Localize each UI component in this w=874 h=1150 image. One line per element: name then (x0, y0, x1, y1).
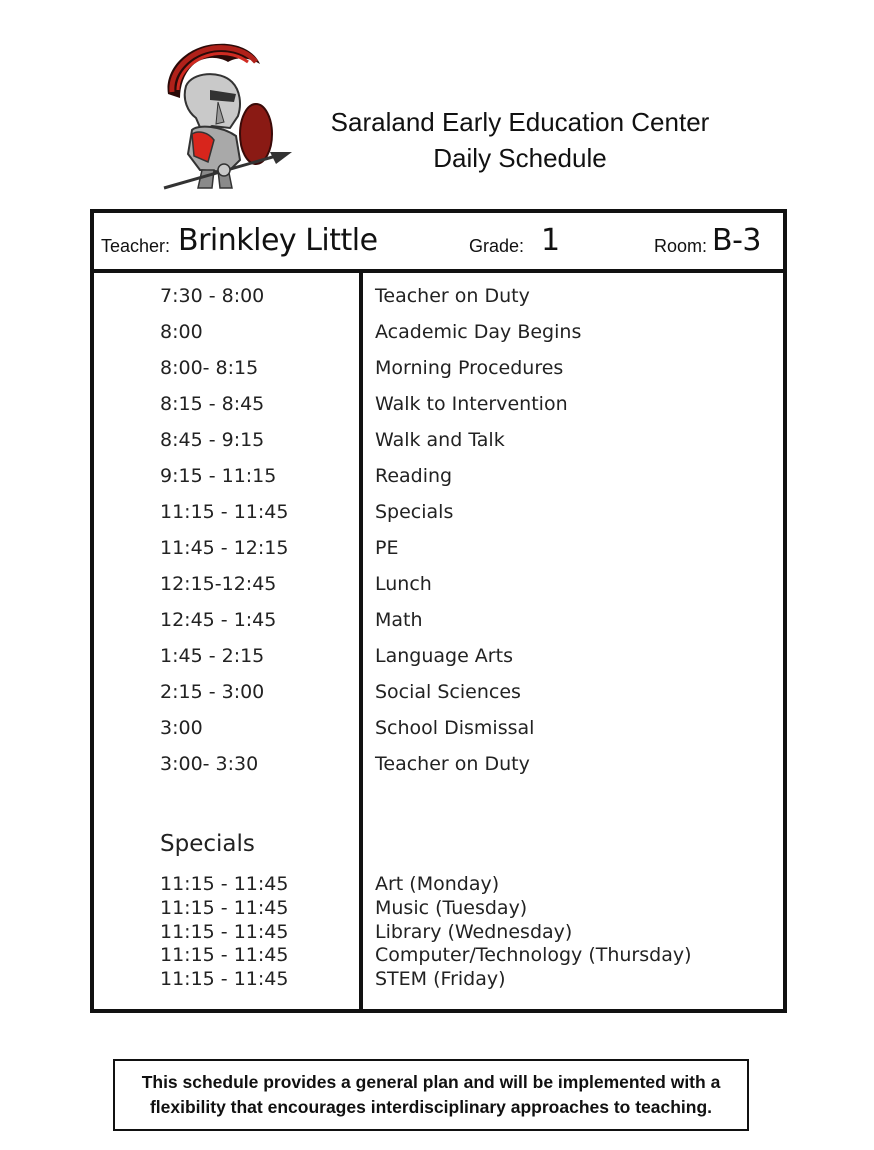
specials-row (94, 897, 783, 921)
teacher-label: Teacher: (101, 236, 171, 256)
row-time: 11:15 - 11:45 (160, 501, 289, 523)
row-activity: Language Arts (375, 645, 513, 667)
footer-note: This schedule provides a general plan and will be implemented with a flexibility that encourages interdisciplinary approaches to teaching. (141, 1072, 721, 1117)
row-time: 8:15 - 8:45 (160, 393, 265, 415)
schedule-row (94, 569, 783, 605)
row-activity: Lunch (375, 573, 432, 595)
specials-time: 11:15 - 11:45 (160, 921, 289, 943)
helmet (185, 74, 240, 132)
specials-activity: Music (Tuesday) (375, 897, 528, 919)
row-time: 8:00 (160, 321, 203, 343)
teacher-name: Brinkley Little (178, 223, 378, 258)
room-value: B-3 (712, 223, 761, 258)
schedule-header-row (94, 213, 783, 273)
schedule-row (94, 353, 783, 389)
row-activity: Walk and Talk (375, 429, 505, 451)
schedule-row (94, 641, 783, 677)
specials-heading: Specials (160, 831, 255, 857)
schedule-row (94, 533, 783, 569)
schedule-row (94, 317, 783, 353)
shield (240, 104, 272, 164)
row-time: 3:00- 3:30 (160, 753, 259, 775)
spartan-mascot-logo (158, 42, 298, 194)
row-time: 7:30 - 8:00 (160, 285, 265, 307)
row-time: 3:00 (160, 717, 203, 739)
row-activity: Walk to Intervention (375, 393, 568, 415)
schedule-table (90, 209, 787, 1013)
schedule-row (94, 461, 783, 497)
schedule-row (94, 497, 783, 533)
grade-label: Grade: (469, 236, 525, 256)
row-time: 8:45 - 9:15 (160, 429, 265, 451)
row-time: 8:00- 8:15 (160, 357, 259, 379)
specials-row (94, 873, 783, 897)
schedule-row (94, 605, 783, 641)
specials-time: 11:15 - 11:45 (160, 873, 289, 895)
schedule-row (94, 749, 783, 785)
grade-value: 1 (541, 223, 560, 258)
row-time: 1:45 - 2:15 (160, 645, 265, 667)
schedule-row (94, 677, 783, 713)
schedule-row (94, 425, 783, 461)
schedule-row (94, 281, 783, 317)
room-label: Room: (654, 236, 708, 256)
row-activity: Math (375, 609, 423, 631)
footer-note-box (113, 1059, 749, 1131)
row-activity: Reading (375, 465, 453, 487)
row-time: 9:15 - 11:15 (160, 465, 277, 487)
schedule-row (94, 389, 783, 425)
specials-activity: Art (Monday) (375, 873, 500, 895)
school-name: Saraland Early Education Center (330, 107, 710, 137)
specials-row (94, 921, 783, 945)
specials-activity: Library (Wednesday) (375, 921, 573, 943)
row-activity: Morning Procedures (375, 357, 564, 379)
specials-time: 11:15 - 11:45 (160, 944, 289, 966)
schedule-subtitle: Daily Schedule (433, 143, 607, 173)
row-time: 2:15 - 3:00 (160, 681, 265, 703)
schedule-row (94, 713, 783, 749)
specials-time: 11:15 - 11:45 (160, 968, 289, 990)
row-activity: Social Sciences (375, 681, 521, 703)
document-title (300, 104, 740, 176)
row-time: 12:15-12:45 (160, 573, 277, 595)
row-activity: Specials (375, 501, 454, 523)
row-time: 12:45 - 1:45 (160, 609, 277, 631)
row-time: 11:45 - 12:15 (160, 537, 289, 559)
specials-activity: STEM (Friday) (375, 968, 506, 990)
specials-row (94, 944, 783, 968)
row-activity: School Dismissal (375, 717, 535, 739)
row-activity: Teacher on Duty (375, 753, 530, 775)
row-activity: PE (375, 537, 399, 559)
specials-time: 11:15 - 11:45 (160, 897, 289, 919)
row-activity: Teacher on Duty (375, 285, 530, 307)
specials-activity: Computer/Technology (Thursday) (375, 944, 692, 966)
specials-row (94, 968, 783, 992)
row-activity: Academic Day Begins (375, 321, 582, 343)
